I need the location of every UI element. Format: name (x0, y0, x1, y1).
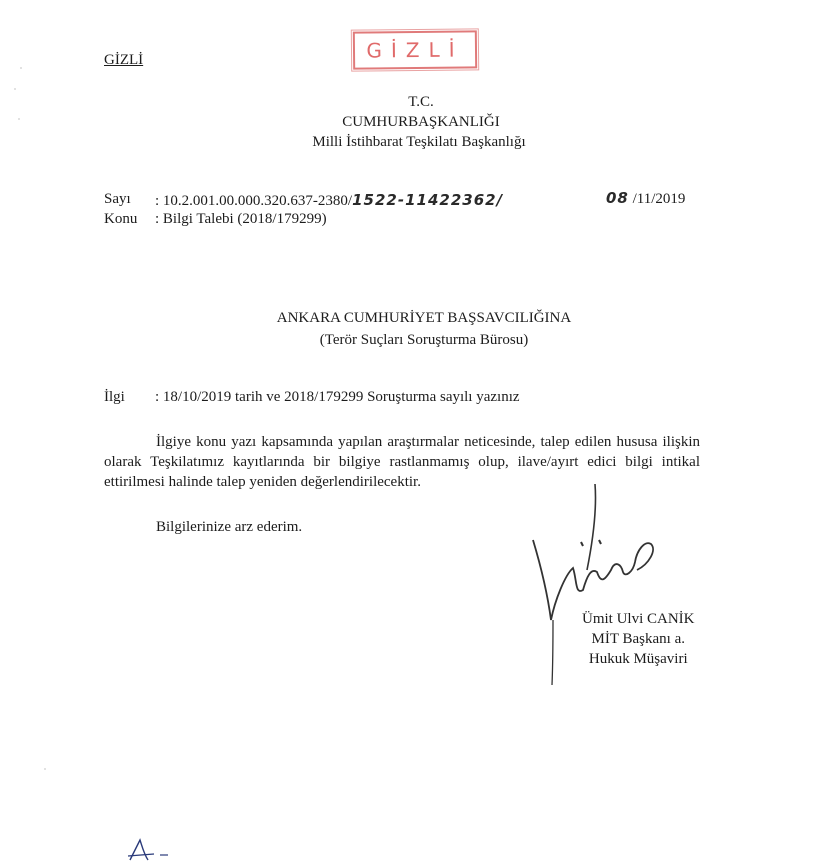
addressee-block (0, 307, 838, 351)
classification-label: GİZLİ (104, 52, 144, 68)
date-month-year: /11/2019 (628, 191, 686, 207)
reference-number-handwritten: 1522-11422362/ (352, 191, 504, 209)
signer-name: Ümit Ulvi CANİK (582, 611, 695, 627)
addressee-line-2: (Terör Suçları Soruşturma Bürosu) (319, 332, 529, 348)
confidential-stamp: GİZLİ (353, 30, 477, 69)
document-date (606, 189, 685, 208)
reference-label: İlgi (104, 389, 125, 405)
letterhead-line-2: CUMHURBAŞKANLIĞI (342, 114, 500, 130)
signer-role: Hukuk Müşaviri (588, 651, 688, 667)
handwritten-initials (110, 838, 190, 862)
letterhead-line-1: T.C. (408, 94, 434, 110)
reference-number-printed: : 10.2.001.00.000.320.637-2380/ (155, 193, 353, 209)
reference-number-value (155, 191, 503, 210)
scan-speck (14, 88, 16, 90)
closing-line: Bilgilerinize arz ederim. (156, 519, 303, 535)
letterhead (0, 92, 838, 152)
body-paragraph: İlgiye konu yazı kapsamında yapılan araştırmalar neticesinde, talep edilen hususa ilişkin olarak Teşkilatımız kayıtlarında bir bilgiye rastlanmamış olup, ilave/ayırt edici bilgi intikal ettirilmesi halinde talep yeniden değerlendirilecektir. (104, 434, 700, 490)
date-day-handwritten: 08 (606, 189, 629, 207)
reference-number-label: Sayı (104, 191, 131, 207)
scan-speck (44, 768, 46, 770)
addressee-line-1: ANKARA CUMHURİYET BAŞSAVCILIĞINA (276, 310, 572, 326)
reference-value: : 18/10/2019 tarih ve 2018/179299 Soruşturma sayılı yazınız (155, 389, 520, 405)
letterhead-line-3: Milli İstihbarat Teşkilatı Başkanlığı (312, 134, 526, 150)
subject-label: Konu (104, 211, 138, 227)
signer-block (582, 609, 695, 669)
subject-value: : Bilgi Talebi (2018/179299) (155, 211, 327, 227)
signer-title: MİT Başkanı a. (591, 631, 685, 647)
scan-speck (20, 67, 22, 69)
scan-speck (18, 118, 20, 120)
